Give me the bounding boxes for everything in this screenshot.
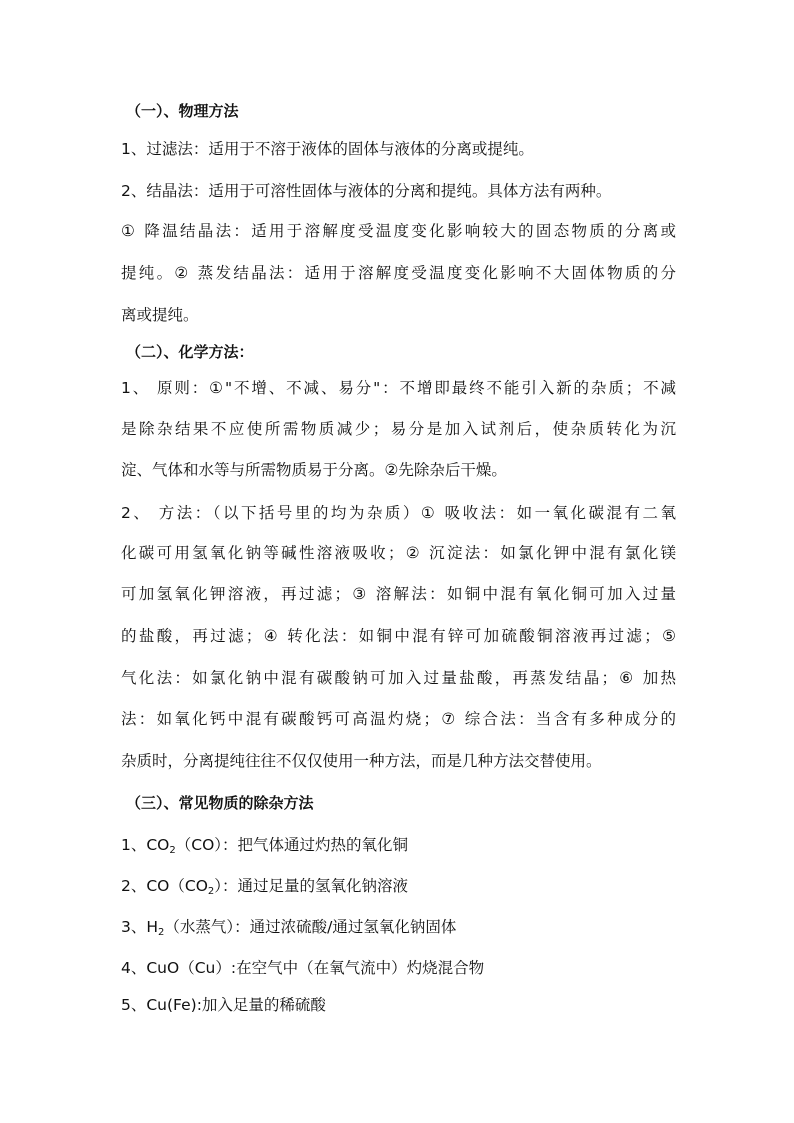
- paragraph-methods-line-3: 可加氢氧化钾溶液，再过滤；③ 溶解法：如铜中混有氧化铜可加入过量: [121, 585, 676, 603]
- paragraph-methods-line-1: 2、 方法：（以下括号里的均为杂质）① 吸收法：如一氧化碳混有二氧: [121, 504, 676, 522]
- list-item-text: （水蒸气）：通过浓硫酸/通过氢氧化钠固体: [164, 918, 457, 936]
- paragraph-methods-line-4: 的盐酸，再过滤；④ 转化法：如铜中混有锌可加硫酸铜溶液再过滤；⑤: [121, 627, 676, 645]
- list-item-text: ）：通过足量的氢氧化钠溶液: [214, 877, 409, 895]
- list-item-text: （CO）：把气体通过灼热的氧化铜: [175, 836, 409, 854]
- paragraph-methods-line-2: 化碳可用氢氧化钠等碱性溶液吸收；② 沉淀法：如氯化钾中混有氯化镁: [121, 544, 676, 562]
- paragraph-methods-line-6: 法：如氧化钙中混有碳酸钙可高温灼烧；⑦ 综合法：当含有多种成分的: [121, 710, 676, 728]
- paragraph-principle-line-3: 淀、气体和水等与所需物质易于分离。②先除杂后干燥。: [121, 461, 507, 479]
- list-item-co2-co: [121, 835, 676, 855]
- subscript: 2: [207, 886, 215, 896]
- paragraph-principle-line-1: 1、 原则：①"不增、不减、易分"：不增即最终不能引入新的杂质；不减: [121, 379, 676, 397]
- paragraph-principle-line-2: 是除杂结果不应使所需物质减少；易分是加入试剂后，使杂质转化为沉: [121, 420, 676, 438]
- paragraph-crystallization: 2、结晶法：适用于可溶性固体与液体的分离和提纯。具体方法有两种。: [121, 182, 612, 200]
- subscript: 2: [158, 927, 165, 937]
- paragraph-crystallization-line-1: ① 降温结晶法：适用于溶解度受温度变化影响较大的固态物质的分离或: [121, 222, 676, 240]
- paragraph-crystallization-line-2: 提纯。② 蒸发结晶法：适用于溶解度受温度变化影响不大固体物质的分: [121, 264, 676, 282]
- list-item-h2-water-vapor: [121, 917, 676, 937]
- list-item-text: 4、CuO（Cu）:在空气中（在氧气流中）灼烧混合物: [121, 959, 485, 977]
- list-item-cuo-cu: [121, 958, 676, 978]
- paragraph-filtration: 1、过滤法：适用于不溶于液体的固体与液体的分离或提纯。: [121, 140, 534, 158]
- paragraph-methods-line-5: 气化法：如氯化钠中混有碳酸钠可加入过量盐酸，再蒸发结晶；⑥ 加热: [121, 669, 676, 687]
- paragraph-methods-line-7: 杂质时，分离提纯往往不仅仅使用一种方法，而是几种方法交替使用。: [121, 752, 602, 770]
- section-heading-physical-methods: （一）、物理方法: [126, 102, 239, 120]
- subscript: 2: [169, 845, 176, 855]
- paragraph-crystallization-line-3: 离或提纯。: [121, 306, 199, 324]
- section-heading-common-impurity-removal: （三）、常见物质的除杂方法: [126, 794, 314, 812]
- list-item-text: 5、Cu(Fe):加入足量的稀硫酸: [121, 996, 326, 1014]
- list-item-cu-fe: [121, 995, 676, 1015]
- list-item-text: 3、H: [121, 918, 159, 936]
- list-item-text: 2、CO（CO: [121, 877, 208, 895]
- section-heading-chemical-methods: （二）、化学方法：: [126, 343, 254, 361]
- list-item-text: 1、CO: [121, 836, 170, 854]
- list-item-co-co2: [121, 876, 676, 896]
